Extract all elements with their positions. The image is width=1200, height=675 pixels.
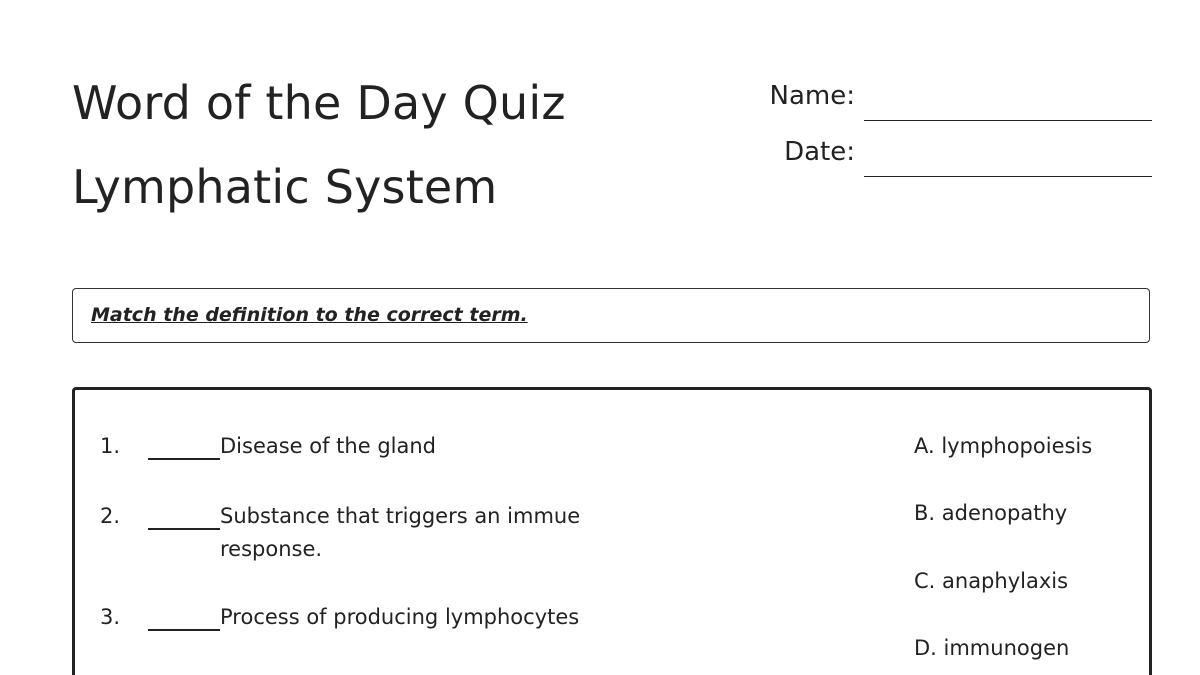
answer-option: B. adenopathy (914, 501, 1068, 525)
name-blank-line[interactable] (864, 120, 1152, 121)
instructions-box (72, 288, 1150, 343)
name-field (700, 76, 1152, 116)
question-number: 1. (100, 434, 121, 458)
answer-blank[interactable] (148, 629, 220, 631)
answer-option: C. anaphylaxis (914, 569, 1069, 593)
question-item (100, 430, 620, 463)
date-blank-line[interactable] (864, 176, 1152, 177)
question-text: Process of producing lymphocytes (220, 605, 580, 629)
date-field (700, 132, 1152, 172)
answer-option: D. immunogen (914, 636, 1070, 660)
instructions-text: Match the definition to the correct term. (91, 304, 528, 326)
question-number: 2. (100, 504, 121, 528)
name-label: Name: (769, 81, 855, 111)
question-text: Disease of the gland (220, 434, 436, 458)
date-label: Date: (784, 137, 855, 167)
question-number: 3. (100, 605, 121, 629)
quiz-box (72, 387, 1152, 675)
answer-blank[interactable] (148, 528, 220, 530)
answer-blank[interactable] (148, 458, 220, 460)
page-title: Word of the Day Quiz (72, 76, 566, 130)
question-item (100, 500, 620, 566)
page-subtitle: Lymphatic System (72, 160, 498, 214)
question-text: Substance that triggers an immue response. (220, 504, 581, 561)
question-item (100, 601, 620, 634)
answer-option: A. lymphopoiesis (914, 434, 1093, 458)
